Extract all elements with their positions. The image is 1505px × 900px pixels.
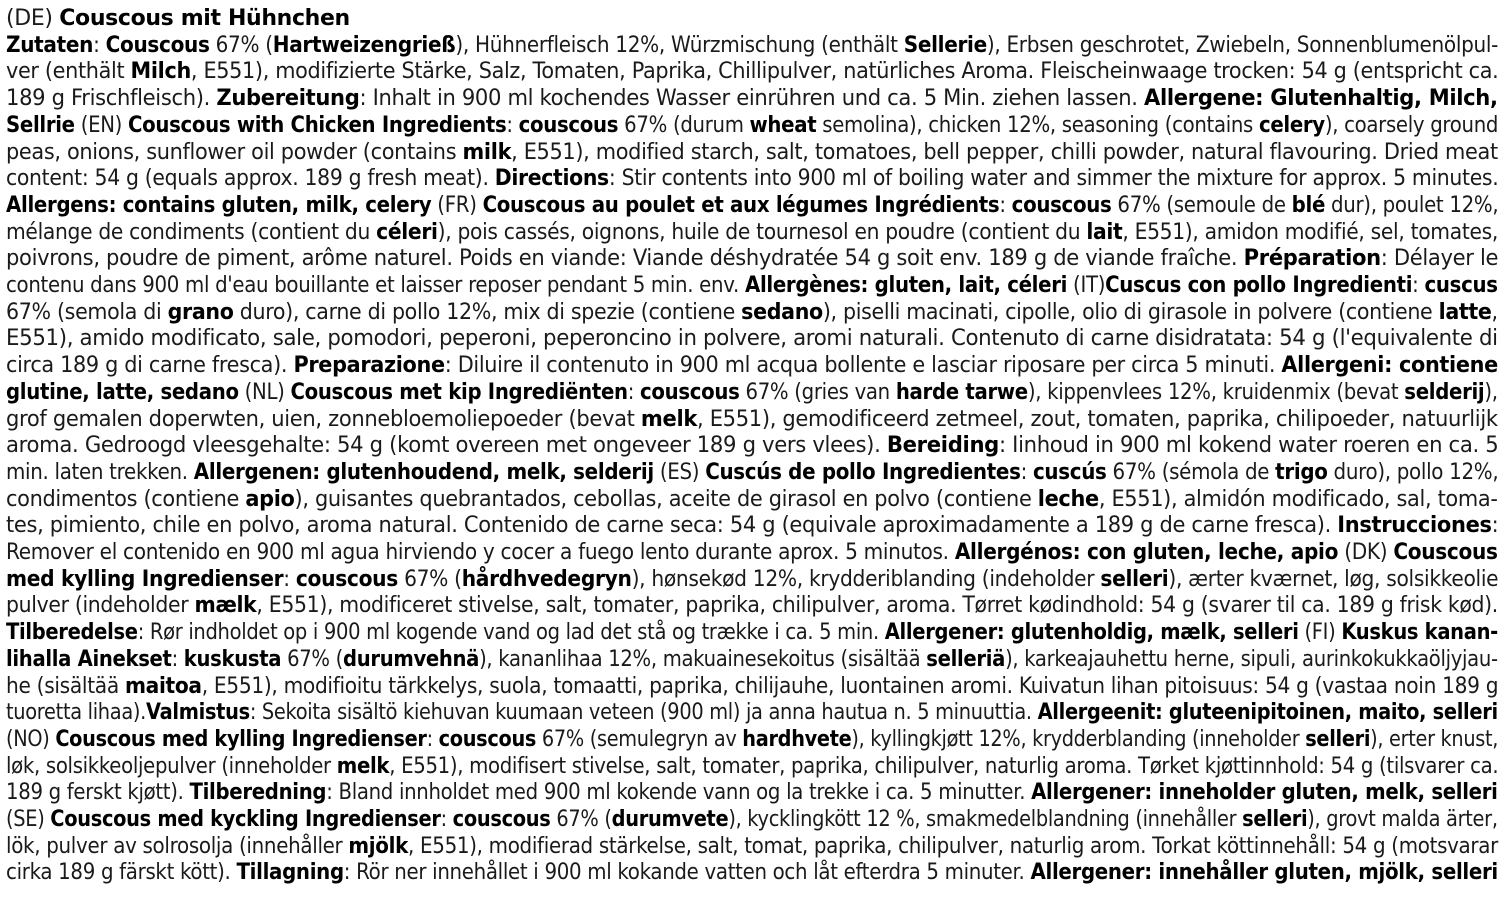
text: 67% (semola di <box>6 299 168 325</box>
text: content: 54 g (equals approx. 189 g fresh meat). <box>6 166 495 192</box>
bold-text: Couscous au poulet et aux légumes Ingrédients <box>482 192 1000 218</box>
label-line <box>6 726 1498 753</box>
text: 67% (durum <box>618 112 750 138</box>
label-line <box>6 85 1498 112</box>
bold-text: Cuscus con pollo Ingredienti <box>1105 273 1413 298</box>
text: ver (enthält <box>6 59 131 85</box>
label-line <box>6 539 1498 566</box>
bold-text: Couscous met kip Ingrediënten <box>290 379 628 405</box>
label-line <box>6 139 1498 166</box>
label-line <box>6 219 1498 246</box>
text: (EN) <box>74 112 128 138</box>
label-line <box>6 379 1498 406</box>
label-line <box>6 512 1498 539</box>
label-line <box>6 646 1498 673</box>
label-line <box>6 432 1498 459</box>
label-line <box>6 58 1498 85</box>
bold-text: maitoa <box>124 673 202 699</box>
text: peas, onions, sunflower oil powder (contains <box>6 139 463 165</box>
bold-text: melk <box>336 753 390 779</box>
label-line <box>6 192 1498 219</box>
bold-text: Allergener: glutenholdig, mælk, selleri <box>884 620 1299 646</box>
bold-text: leche <box>1037 486 1099 512</box>
label-line <box>6 325 1498 352</box>
text: , E551), modified starch, salt, tomatoes, bell pepper, chilli powder, natural flavouring. Dried meat <box>511 139 1498 165</box>
text: ), Erbsen geschrotet, Zwiebeln, Sonnenblumenölpul- <box>986 32 1499 58</box>
bold-text: harde tarwe <box>895 379 1028 405</box>
text: 67% ( <box>397 566 462 592</box>
bold-text: mælk <box>194 593 257 619</box>
bold-text: Preparazione <box>293 353 445 379</box>
bold-text: couscous <box>438 726 537 752</box>
text: ), kycklingkött 12 %, smakmedelblandning (innehåller <box>728 807 1243 832</box>
bold-text: mjölk <box>348 833 409 859</box>
text: : <box>627 379 641 405</box>
text: mélange de condiments (contient du <box>6 219 377 245</box>
text: ), coarsely ground <box>1324 112 1499 138</box>
bold-text: Valmistus <box>146 700 250 726</box>
bold-text: Allergener: inneholder gluten, melk, selleri <box>1031 780 1498 806</box>
bold-text: durumvete <box>611 807 729 832</box>
text: , E551), amidon modifié, sel, tomates, <box>1122 219 1498 245</box>
text: 67% (semulegryn av <box>536 726 743 752</box>
text: (DK) <box>1338 540 1394 565</box>
text: cirka 189 g färskt kött). <box>6 860 237 886</box>
text: : Rör ner innehållet i 900 ml kokande vatten och låt efterdra 5 minuter. <box>343 860 1031 886</box>
text: 67% (gries van <box>739 379 896 405</box>
text: : Diluire il contenuto in 900 ml acqua bollente e lasciar riposare per circa 5 minuti. <box>444 353 1282 379</box>
bold-text: milk <box>462 139 512 165</box>
label-line <box>6 486 1498 513</box>
text: tes, pimiento, chile en polvo, aroma natural. Contenido de carne seca: 54 g (equivale aproximadamente a 189 g de carne fresca). <box>6 513 1338 539</box>
text: , E551), modifisert stivelse, salt, tomater, paprika, chilipulver, naturlig aroma. Tørket kjøttinnhold: 54 g (tilsvarer ca. <box>389 753 1499 779</box>
label-line <box>6 859 1498 886</box>
label-line <box>6 673 1498 700</box>
text: : <box>506 112 519 138</box>
text: ), erter knust, <box>1370 726 1499 752</box>
text: : <box>440 807 453 832</box>
text: min. laten trekken. <box>6 459 194 485</box>
text: : Stir contents into 900 ml of boiling water and simmer the mixture for approx. 5 minutes. <box>608 166 1499 192</box>
bold-text: Zutaten <box>6 32 94 58</box>
bold-text: couscous <box>640 379 740 405</box>
bold-text: med kylling Ingredienser <box>6 566 284 592</box>
text: : <box>1020 459 1033 485</box>
text: , E551), almidón modificado, sal, toma- <box>1098 486 1498 512</box>
bold-text: Allergens: contains gluten, milk, celery <box>6 192 432 218</box>
bold-text: sedano <box>741 299 823 325</box>
bold-text: hardhvete <box>742 726 852 752</box>
label-line <box>6 352 1498 379</box>
bold-text: cuscus <box>1424 273 1498 298</box>
label-line <box>6 619 1498 646</box>
label-line <box>6 699 1498 726</box>
text: : <box>283 566 296 592</box>
bold-text: Allergeenit: gluteenipitoinen, maito, selleri <box>1037 700 1498 726</box>
bold-text: Couscous <box>105 32 210 58</box>
label-line <box>6 833 1498 860</box>
label-line <box>6 592 1498 619</box>
text: (FR) <box>431 192 483 218</box>
bold-text: Allergene: Glutenhaltig, Milch, <box>1144 86 1498 112</box>
bold-text: Cuscús de pollo Ingredientes <box>705 459 1021 485</box>
label-line <box>6 299 1498 326</box>
text: Remover el contenido en 900 ml agua hirviendo y cocer a fuego lento durante aprox. 5 minutos. <box>6 540 955 565</box>
text: : <box>999 192 1012 218</box>
text: (ES) <box>653 459 706 485</box>
text: ), kananlihaa 12%, makuainesekoitus (sisältää <box>479 646 927 672</box>
label-line <box>6 32 1498 59</box>
text: 189 g Frischfleisch). <box>6 86 217 112</box>
bold-text: Allergenen: glutenhoudend, melk, selderij <box>193 459 654 485</box>
text: 67% (sémola de <box>1106 459 1276 485</box>
bold-text: Tilberedelse <box>6 620 138 646</box>
bold-text: trigo <box>1275 459 1328 485</box>
text: E551), amido modificato, sale, pomodori, peperoni, peperoncino in polvere, aromi naturali. Contenuto di carne disidratata: 54 g (l'equivalente di <box>6 326 1498 352</box>
bold-text: Hartweizengrieß <box>272 32 456 58</box>
text: 67% ( <box>281 646 343 672</box>
text: (NO) <box>6 726 56 752</box>
bold-text: Tillagning <box>236 860 344 886</box>
label-line <box>6 566 1498 593</box>
bold-text: selleri <box>1242 807 1308 832</box>
text: ), hønsekød 12%, krydderiblanding (indeholder <box>631 566 1101 592</box>
bold-text: Kuskus kanan- <box>1341 620 1498 646</box>
text: pulver (indeholder <box>6 593 195 619</box>
text: ), pois cassés, oignons, huile de tournesol en poudre (contient du <box>437 219 1087 245</box>
bold-text: Couscous mit Hühnchen <box>59 6 350 31</box>
text: 67% ( <box>550 807 612 832</box>
text: aroma. Gedroogd vleesgehalte: 54 g (komt overeen met ongeveer 189 g vers vlees). <box>6 433 887 459</box>
bold-text: Couscous with Chicken Ingredients <box>127 112 507 138</box>
text: he (sisältää <box>6 673 125 699</box>
bold-text: couscous <box>452 807 551 832</box>
label-line <box>6 806 1498 833</box>
text: ), grovt malda ärter, <box>1307 807 1498 832</box>
text: : Délayer le <box>1380 246 1499 272</box>
bold-text: Allergeni: contiene <box>1281 353 1498 379</box>
bold-text: Couscous med kyckling Ingredienser <box>50 807 441 832</box>
text: semolina), chicken 12%, seasoning (contains <box>816 112 1259 138</box>
bold-text: glutine, latte, sedano <box>6 379 239 405</box>
text: : <box>171 646 184 672</box>
bold-text: Sellerie <box>903 32 987 58</box>
label-line <box>6 779 1498 806</box>
bold-text: selleriä <box>926 646 1006 672</box>
bold-text: Tilberedning <box>189 780 327 806</box>
text: 67% (semoule de <box>1111 192 1292 218</box>
text: grof gemalen doperwten, uien, zonnebloemoliepoeder (bevat <box>6 406 641 432</box>
bold-text: apio <box>245 486 295 512</box>
text: dur), poulet 12%, <box>1325 192 1499 218</box>
bold-text: couscous <box>295 566 398 592</box>
text: (FI) <box>1298 620 1342 646</box>
text: ), karkeajauhettu herne, sipuli, aurinkokukkaöljyjau- <box>1005 646 1498 672</box>
label-line <box>6 406 1498 433</box>
text: , E551), modifizierte Stärke, Salz, Tomaten, Paprika, Chillipulver, natürliches Aroma. Fleischeinwaage trocken: 54 g (entspricht ca. <box>190 59 1499 85</box>
text: : Inhalt in 900 ml kochendes Wasser einrühren und ca. 5 Min. ziehen lassen. <box>359 86 1145 112</box>
bold-text: Milch <box>130 59 191 85</box>
text: ), <box>1484 379 1498 405</box>
text: tuoretta lihaa). <box>6 700 147 726</box>
bold-text: celery <box>1258 112 1325 138</box>
text: duro), carne di pollo 12%, mix di spezie (contiene <box>233 299 742 325</box>
text: ), kippenvlees 12%, kruidenmix (bevat <box>1027 379 1405 405</box>
text: ), Hühnerfleisch 12%, Würzmischung (enthält <box>455 32 904 58</box>
bold-text: melk <box>640 406 697 432</box>
text: contenu dans 900 ml d'eau bouillante et laisser reposer pendant 5 min. env. <box>6 273 745 298</box>
bold-text: Zubereitung <box>216 86 360 112</box>
text: , E551), gemodificeerd zetmeel, zout, tomaten, paprika, chilipoeder, natuurlijk <box>696 406 1498 432</box>
text: : <box>426 726 439 752</box>
text: lök, pulver av solrosolja (innehåller <box>6 833 349 859</box>
text: ), kyllingkjøtt 12%, krydderblanding (inneholder <box>851 726 1306 752</box>
text: , <box>1491 299 1498 325</box>
bold-text: couscous <box>1011 192 1112 218</box>
bold-text: Instrucciones <box>1337 513 1492 539</box>
text: condimentos (contiene <box>6 486 246 512</box>
bold-text: Sellrie <box>6 112 75 138</box>
text: : Sekoita sisältö kiehuvan kuumaan veteen (900 ml) ja anna hautua n. 5 minuuttia. <box>249 700 1038 726</box>
text: poivrons, poudre de piment, arôme naturel. Poids en viande: Viande déshydratée 54 g soit env. 189 g de viande fraîche. <box>6 246 1244 272</box>
bold-text: cuscús <box>1032 459 1107 485</box>
text: (DE) <box>6 6 60 31</box>
text: ), guisantes quebrantados, cebollas, aceite de girasol en polvo (contiene <box>294 486 1038 512</box>
bold-text: Couscous <box>1393 540 1498 565</box>
text: , E551), modifioitu tärkkelys, suola, tomaatti, paprika, chilijauhe, luontainen aromi. Kuivatun lihan pitoisuus: 54 g (vastaa noin 189 g <box>201 673 1499 699</box>
bold-text: selderij <box>1404 379 1485 405</box>
bold-text: Allergènes: gluten, lait, céleri <box>744 273 1068 298</box>
text: : Bland innholdet med 900 ml kokende vann og la trekke i ca. 5 minutter. <box>326 780 1032 806</box>
bold-text: blé <box>1291 192 1326 218</box>
bold-text: wheat <box>749 112 817 138</box>
bold-text: kuskusta <box>183 646 282 672</box>
bold-text: Allergener: innehåller gluten, mjölk, selleri <box>1030 860 1498 886</box>
text: : <box>1412 273 1425 298</box>
text: , E551), modifierad stärkelse, salt, tomat, paprika, chilipulver, naturlig arom. Torkat köttinnehåll: 54 g (motsvarar <box>408 833 1498 859</box>
bold-text: Bereiding <box>886 433 999 459</box>
text: løk, solsikkeoljepulver (inneholder <box>6 753 337 779</box>
bold-text: Allergénos: con gluten, leche, apio <box>954 540 1339 565</box>
bold-text: grano <box>167 299 234 325</box>
text: : Iinhoud in 900 ml kokend water roeren en ca. 5 <box>998 433 1499 459</box>
bold-text: selleri <box>1305 726 1371 752</box>
text: ), piselli macinati, cipolle, olio di girasole in polvere (contiene <box>822 299 1439 325</box>
bold-text: céleri <box>376 219 438 245</box>
text: circa 189 g di carne fresca). <box>6 353 294 379</box>
label-line <box>6 245 1498 272</box>
bold-text: couscous <box>518 112 619 138</box>
bold-text: Directions <box>494 166 609 192</box>
text: (NL) <box>238 379 291 405</box>
label-line <box>6 272 1498 299</box>
text: 189 g ferskt kjøtt). <box>6 780 190 806</box>
label-line <box>6 459 1498 486</box>
bold-text: latte <box>1438 299 1492 325</box>
bold-text: selleri <box>1100 566 1169 592</box>
text: (IT) <box>1067 273 1106 298</box>
text: duro), pollo 12%, <box>1327 459 1499 485</box>
bold-text: lihalla Ainekset <box>6 646 172 672</box>
text: : Rør indholdet op i 900 ml kogende vand og lad det stå og trække i ca. 5 min. <box>137 620 885 646</box>
text: , E551), modificeret stivelse, salt, tomater, paprika, chilipulver, aroma. Tørret kødindhold: 54 g (svarer til ca. 189 g frisk kød). <box>256 593 1498 619</box>
bold-text: durumvehnä <box>342 646 480 672</box>
bold-text: Préparation <box>1243 246 1381 272</box>
bold-text: lait <box>1086 219 1123 245</box>
text: ), ærter kværnet, løg, solsikkeolie <box>1168 566 1499 592</box>
label-line <box>6 165 1498 192</box>
bold-text: Couscous med kylling Ingredienser <box>55 726 427 752</box>
text: : <box>93 32 106 58</box>
text: 67% ( <box>209 32 273 58</box>
bold-text: hårdhvedegryn <box>461 566 632 592</box>
text: (SE) <box>6 807 51 832</box>
label-line <box>6 753 1498 780</box>
label-line <box>6 5 350 32</box>
label-line <box>6 112 1498 139</box>
text: : <box>1491 513 1499 539</box>
